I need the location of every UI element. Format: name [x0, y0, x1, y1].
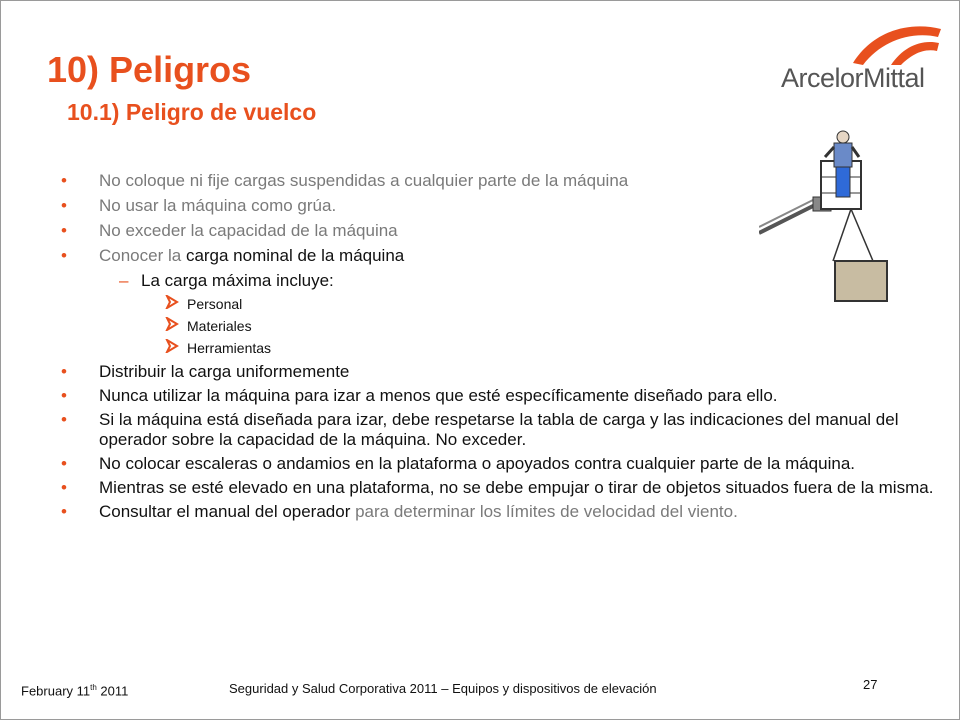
list-item-text: Mientras se esté elevado en una plataforma, no se debe empujar o tirar de objetos situados fuera de la misma. — [99, 478, 934, 497]
list-item-text: Si la máquina está diseñada para izar, debe respetarse la tabla de carga y las indicaciones del manual del operador sobre la capacidad de la máquina. No exceder. — [99, 410, 899, 449]
list-item — [61, 478, 941, 498]
list-item — [61, 454, 941, 474]
list-item — [61, 502, 941, 522]
bullet-marker: • — [61, 386, 67, 405]
bullet-marker: • — [61, 478, 67, 497]
list-item — [61, 410, 941, 450]
text-segment: Consultar el manual del operador — [99, 502, 351, 521]
footer-date-prefix: February 11 — [21, 683, 91, 699]
footer-date-year: 2011 — [96, 683, 129, 699]
bullet-marker: • — [61, 454, 67, 473]
bullet-marker: • — [61, 362, 67, 381]
footer-title: Seguridad y Salud Corporativa 2011 – Equipos y dispositivos de elevación — [229, 681, 657, 696]
bullet-marker: • — [61, 502, 67, 521]
list-item-text: Materiales — [187, 318, 252, 334]
bullet-marker: • — [61, 410, 67, 429]
list-item — [61, 221, 941, 241]
footer-date — [21, 683, 128, 698]
list-item — [61, 316, 941, 336]
page-title: 10) Peligros — [47, 49, 252, 90]
list-item-text — [61, 246, 941, 266]
list-item-text: Nunca utilizar la máquina para izar a menos que esté específicamente diseñado para ello. — [99, 386, 778, 405]
bullet-list — [61, 171, 941, 522]
list-item-text: No coloque ni fije cargas suspendidas a cualquier parte de la máquina — [99, 171, 629, 190]
list-item — [61, 294, 941, 314]
list-item-text: No usar la máquina como grúa. — [99, 196, 337, 215]
text-segment: para determinar los límites de velocidad del viento. — [350, 502, 738, 521]
list-item — [61, 338, 941, 358]
list-item-text: Distribuir la carga uniformemente — [99, 362, 350, 381]
footer-date-suffix: th — [90, 683, 97, 692]
list-item-text: Personal — [187, 296, 243, 312]
list-item-text — [61, 502, 941, 522]
logo-text: ArcelorMittal — [781, 63, 925, 93]
list-item — [61, 362, 941, 382]
list-item — [61, 196, 941, 216]
list-item — [61, 171, 941, 191]
list-item-text: Herramientas — [187, 340, 272, 356]
list-item-text: No exceder la capacidad de la máquina — [99, 221, 398, 240]
arrow-bullet-icon — [165, 339, 179, 353]
text-segment: carga nominal de la máquina — [185, 246, 405, 265]
arrow-bullet-icon — [165, 317, 179, 331]
bullet-marker: • — [61, 171, 67, 190]
list-item — [61, 271, 941, 291]
arcelormittal-logo — [781, 23, 941, 95]
bullet-marker: • — [61, 196, 67, 215]
bullet-marker: • — [61, 246, 67, 265]
logo-swoosh-icon — [781, 23, 941, 65]
list-item — [61, 386, 941, 406]
list-item — [61, 246, 941, 266]
text-segment: Conocer la — [99, 246, 186, 265]
list-item-text: No colocar escaleras o andamios en la plataforma o apoyados contra cualquier parte de la máquina. — [99, 454, 856, 473]
page-number: 27 — [863, 677, 878, 692]
arrow-bullet-icon — [165, 295, 179, 309]
list-item-text: La carga máxima incluye: — [141, 271, 334, 290]
page-subtitle: 10.1) Peligro de vuelco — [67, 99, 317, 125]
dash-marker: – — [119, 271, 129, 290]
bullet-marker: • — [61, 221, 67, 240]
